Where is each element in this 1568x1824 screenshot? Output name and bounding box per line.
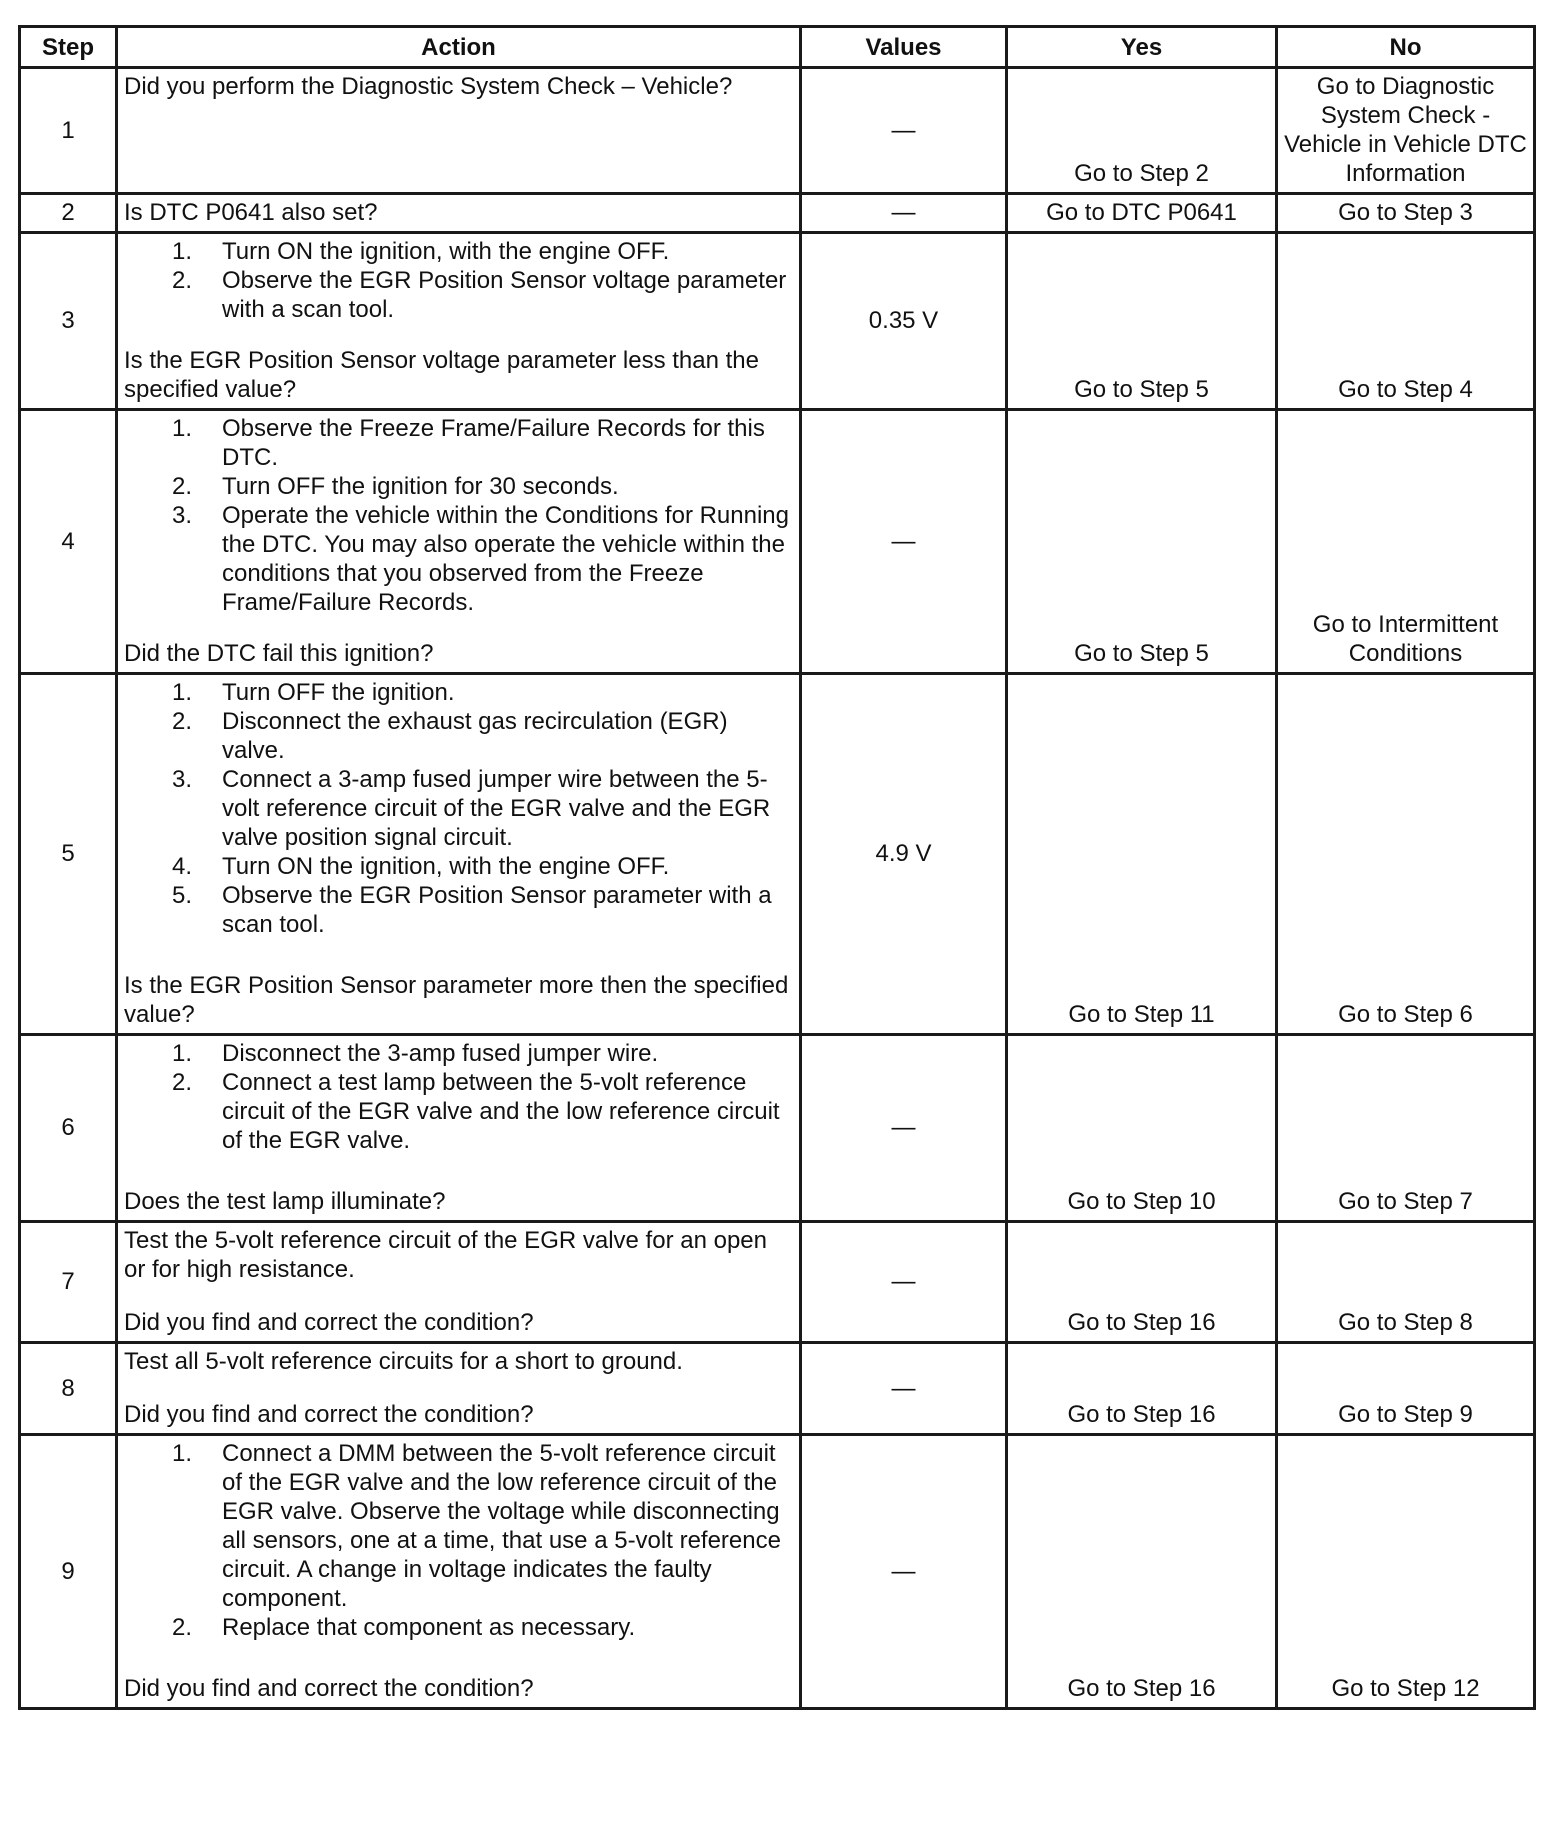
action-step-item [124, 881, 793, 939]
action-cell [117, 1035, 801, 1222]
action-step-number: 1. [172, 238, 193, 265]
action-step-text: Connect a test lamp between the 5-volt reference circuit of the EGR valve and the low reference circuit of the EGR valve. [222, 1069, 780, 1154]
action-cell [117, 1343, 801, 1435]
action-question: Is the EGR Position Sensor voltage parameter less than the specified value? [124, 347, 760, 403]
action-cell [117, 410, 801, 674]
step-number: 8 [20, 1343, 117, 1435]
table-row [20, 1343, 1535, 1435]
header-step: Step [20, 27, 117, 68]
action-cell [117, 233, 801, 410]
action-step-item [124, 765, 793, 852]
action-cell [117, 1222, 801, 1343]
action-cell [117, 674, 801, 1035]
table-row [20, 674, 1535, 1035]
yes-action-link[interactable]: Go to Step 10 [1007, 1035, 1277, 1222]
action-step-item [124, 1068, 793, 1155]
action-step-item [124, 852, 793, 881]
yes-action-link[interactable]: Go to DTC P0641 [1007, 194, 1277, 233]
action-step-text: Disconnect the 3-amp fused jumper wire. [222, 1040, 659, 1067]
action-step-text: Turn OFF the ignition for 30 seconds. [222, 473, 619, 500]
specified-value: — [801, 194, 1007, 233]
yes-action-link[interactable]: Go to Step 5 [1007, 410, 1277, 674]
table-row [20, 233, 1535, 410]
no-action-link[interactable]: Go to Step 6 [1277, 674, 1535, 1035]
action-step-number: 2. [172, 1069, 193, 1096]
table-row [20, 1435, 1535, 1709]
action-instruction: Test all 5-volt reference circuits for a short to ground. [124, 1348, 683, 1375]
specified-value: — [801, 68, 1007, 194]
header-no: No [1277, 27, 1535, 68]
action-question: Did you find and correct the condition? [124, 1401, 534, 1428]
no-action-link[interactable]: Go to Step 12 [1277, 1435, 1535, 1709]
no-action-link[interactable]: Go to Step 3 [1277, 194, 1535, 233]
table-row [20, 1035, 1535, 1222]
action-step-text: Turn ON the ignition, with the engine OFF. [222, 853, 670, 880]
yes-action-link[interactable]: Go to Step 2 [1007, 68, 1277, 194]
specified-value: 0.35 V [801, 233, 1007, 410]
action-step-text: Observe the EGR Position Sensor parameter with a scan tool. [222, 882, 772, 938]
action-cell [117, 194, 801, 233]
specified-value: 4.9 V [801, 674, 1007, 1035]
action-step-text: Connect a DMM between the 5-volt reference circuit of the EGR valve and the low reference circuit of the EGR valve. Observe the voltage while disconnecting all sensors, one at a time, that use a 5-volt reference circuit. A change in voltage indicates the faulty component. [222, 1440, 781, 1612]
action-question: Does the test lamp illuminate? [124, 1188, 446, 1215]
action-steps-list [124, 1039, 793, 1155]
action-step-number: 1. [172, 1440, 193, 1467]
table-body [20, 68, 1535, 1709]
action-step-item [124, 472, 793, 501]
action-step-number: 2. [172, 267, 193, 294]
table-row [20, 410, 1535, 674]
yes-action-link[interactable]: Go to Step 16 [1007, 1435, 1277, 1709]
action-step-number: 1. [172, 1040, 193, 1067]
step-number: 3 [20, 233, 117, 410]
action-step-text: Observe the EGR Position Sensor voltage parameter with a scan tool. [222, 267, 787, 323]
action-step-text: Turn OFF the ignition. [222, 679, 455, 706]
action-step-number: 5. [172, 882, 193, 909]
action-cell [117, 68, 801, 194]
step-number: 2 [20, 194, 117, 233]
no-action-link[interactable]: Go to Step 4 [1277, 233, 1535, 410]
action-step-number: 3. [172, 502, 193, 529]
action-step-item [124, 237, 793, 266]
action-instruction: Is DTC P0641 also set? [124, 199, 378, 226]
action-step-number: 4. [172, 853, 193, 880]
no-action-link[interactable]: Go to Intermittent Conditions [1277, 410, 1535, 674]
header-values: Values [801, 27, 1007, 68]
action-step-number: 1. [172, 679, 193, 706]
action-step-number: 2. [172, 1614, 193, 1641]
step-number: 1 [20, 68, 117, 194]
action-step-item [124, 1039, 793, 1068]
action-step-item [124, 1613, 793, 1642]
action-step-item [124, 707, 793, 765]
no-action-link[interactable]: Go to Step 8 [1277, 1222, 1535, 1343]
action-step-text: Operate the vehicle within the Conditions for Running the DTC. You may also operate the vehicle within the conditions that you observed from the Freeze Frame/Failure Records. [222, 502, 789, 616]
header-yes: Yes [1007, 27, 1277, 68]
table-row [20, 1222, 1535, 1343]
specified-value: — [801, 1035, 1007, 1222]
step-number: 4 [20, 410, 117, 674]
action-question: Did you find and correct the condition? [124, 1675, 534, 1702]
specified-value: — [801, 1435, 1007, 1709]
action-step-number: 2. [172, 473, 193, 500]
header-action: Action [117, 27, 801, 68]
step-number: 7 [20, 1222, 117, 1343]
action-question: Is the EGR Position Sensor parameter more then the specified value? [124, 972, 789, 1028]
action-instruction: Did you perform the Diagnostic System Check – Vehicle? [124, 73, 733, 100]
action-step-item [124, 266, 793, 324]
table-row [20, 194, 1535, 233]
no-action-link[interactable]: Go to Diagnostic System Check - Vehicle in Vehicle DTC Information [1277, 68, 1535, 194]
yes-action-link[interactable]: Go to Step 5 [1007, 233, 1277, 410]
action-steps-list [124, 237, 793, 324]
yes-action-link[interactable]: Go to Step 11 [1007, 674, 1277, 1035]
action-step-text: Turn ON the ignition, with the engine OFF. [222, 238, 670, 265]
action-steps-list [124, 414, 793, 617]
yes-action-link[interactable]: Go to Step 16 [1007, 1343, 1277, 1435]
action-instruction: Test the 5-volt reference circuit of the EGR valve for an open or for high resistance. [124, 1227, 767, 1283]
no-action-link[interactable]: Go to Step 9 [1277, 1343, 1535, 1435]
action-step-item [124, 678, 793, 707]
action-step-item [124, 1439, 793, 1613]
diagnostic-table [18, 25, 1536, 1710]
action-question: Did the DTC fail this ignition? [124, 640, 434, 667]
action-steps-list [124, 678, 793, 939]
yes-action-link[interactable]: Go to Step 16 [1007, 1222, 1277, 1343]
action-question: Did you find and correct the condition? [124, 1309, 534, 1336]
action-step-number: 1. [172, 415, 193, 442]
specified-value: — [801, 410, 1007, 674]
step-number: 9 [20, 1435, 117, 1709]
action-step-item [124, 501, 793, 617]
action-steps-list [124, 1439, 793, 1642]
action-step-number: 3. [172, 766, 193, 793]
header-row [20, 27, 1535, 68]
action-step-text: Replace that component as necessary. [222, 1614, 636, 1641]
specified-value: — [801, 1343, 1007, 1435]
action-step-text: Disconnect the exhaust gas recirculation (EGR) valve. [222, 708, 728, 764]
action-step-text: Connect a 3-amp fused jumper wire between the 5-volt reference circuit of the EGR valve and the EGR valve position signal circuit. [222, 766, 771, 851]
action-cell [117, 1435, 801, 1709]
action-step-item [124, 414, 793, 472]
step-number: 5 [20, 674, 117, 1035]
action-step-number: 2. [172, 708, 193, 735]
specified-value: — [801, 1222, 1007, 1343]
table-row [20, 68, 1535, 194]
action-step-text: Observe the Freeze Frame/Failure Records for this DTC. [222, 415, 765, 471]
no-action-link[interactable]: Go to Step 7 [1277, 1035, 1535, 1222]
step-number: 6 [20, 1035, 117, 1222]
